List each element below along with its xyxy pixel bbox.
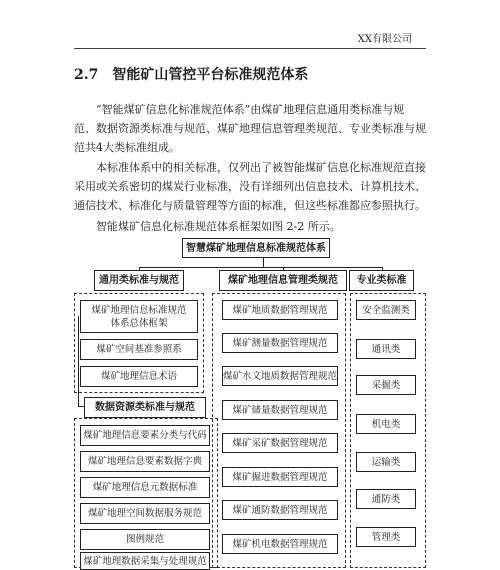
- section-number: 2.7: [74, 67, 99, 83]
- category-general: 通用类标准与规范: [94, 270, 184, 291]
- paragraph-2: 本标准体系中的相关标准，仅列出了被智能煤矿信息化标准规范直接采用或关系密切的煤炭行业标准，没有详细列出信息技术、计算机技术、通信技术、标准化与质量管理等方面的标准，但这些标准都应参照执行。: [74, 161, 426, 212]
- data-resource-item-5: 图例规范: [80, 529, 210, 550]
- data-resource-item-1: 煤矿地理信息要素分类与代码: [80, 425, 210, 446]
- data-resource-item-6: 煤矿地理数据采集与处理规范: [80, 552, 210, 570]
- paragraph-3: 智能煤矿信息化标准规范体系框架如图 2-2 所示。: [96, 220, 341, 233]
- general-item-3: 煤矿地理信息术语: [80, 366, 198, 387]
- management-item-4: 煤矿储量数据管理规范: [222, 400, 338, 420]
- data-resource-item-3: 煤矿地理信息元数据标准: [80, 477, 210, 498]
- root-node: 智慧煤矿地理信息标准规范体系: [182, 238, 330, 258]
- professional-item-3: 采掘类: [356, 375, 416, 395]
- management-item-3: 煤矿水文地质数据管理规范: [222, 366, 338, 386]
- management-item-5: 煤矿采矿数据管理规范: [222, 433, 338, 453]
- data-resource-item-2: 煤矿地理信息要素数据字典: [80, 451, 210, 472]
- professional-item-1: 安全监测类: [356, 300, 416, 320]
- professional-item-2: 通讯类: [356, 339, 416, 359]
- section-title: 智能矿山管控平台标准规范体系: [112, 67, 309, 83]
- professional-item-5: 运输类: [356, 452, 416, 472]
- management-item-6: 煤矿掘进数据管理规范: [222, 467, 338, 487]
- general-item-2: 煤矿空间基准参照系: [80, 339, 198, 360]
- category-data-resource: 数据资源类标准与规范: [84, 397, 206, 418]
- category-management: 煤矿地理信息管理类规范: [219, 270, 347, 291]
- management-item-8: 煤矿机电数据管理规范: [222, 534, 338, 554]
- general-item-1: 煤矿地理信息标准规范体系总体框架: [80, 300, 198, 333]
- connector-horizontal-bus: [139, 267, 383, 268]
- management-item-1: 煤矿地质数据管理规范: [222, 300, 338, 320]
- professional-item-4: 机电类: [356, 414, 416, 434]
- management-item-2: 煤矿测量数据管理规范: [222, 333, 338, 353]
- company-name: XX有限公司: [357, 34, 412, 45]
- paragraph-1: “智能煤矿信息化标准规范体系”由煤矿地理信息通用类标准与规范、数据资源类标准与规范、煤矿地理信息管理类规范、专业类标准与规范共4大类标准组成。: [74, 103, 426, 154]
- category-professional: 专业类标准: [349, 270, 414, 291]
- professional-item-6: 通防类: [356, 489, 416, 509]
- management-item-7: 煤矿通防数据管理规范: [222, 500, 338, 520]
- data-resource-item-4: 煤矿地理空间数据服务规范: [80, 503, 210, 524]
- professional-item-7: 管理类: [356, 527, 416, 547]
